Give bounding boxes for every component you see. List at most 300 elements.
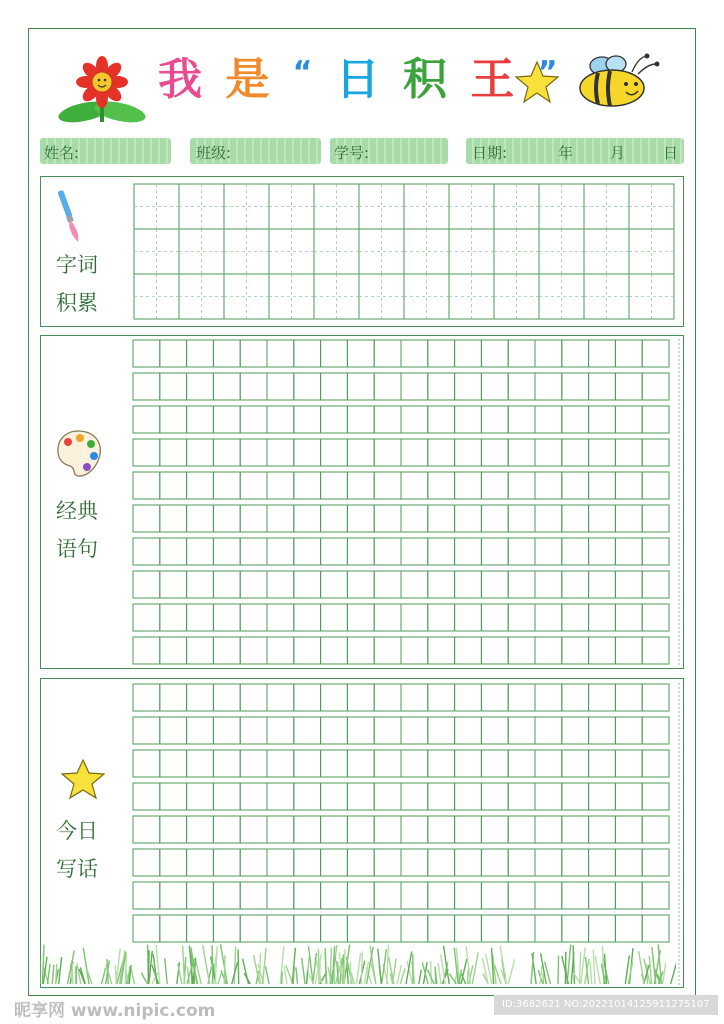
tianzige-cell[interactable] [404,274,449,319]
writing-cell[interactable] [160,505,187,532]
writing-cell[interactable] [428,717,455,744]
writing-cell[interactable] [321,604,348,631]
writing-cell[interactable] [562,472,589,499]
writing-cell[interactable] [213,373,240,400]
writing-cell[interactable] [294,472,321,499]
writing-cell[interactable] [347,472,374,499]
writing-cell[interactable] [213,915,240,942]
writing-cell[interactable] [160,538,187,565]
writing-cell[interactable] [401,750,428,777]
writing-cell[interactable] [321,816,348,843]
writing-cell[interactable] [133,340,160,367]
writing-cell[interactable] [535,538,562,565]
writing-cell[interactable] [508,406,535,433]
writing-cell[interactable] [294,439,321,466]
tianzige-cell[interactable] [224,274,269,319]
writing-cell[interactable] [455,505,482,532]
writing-cell[interactable] [642,439,669,466]
writing-cell[interactable] [428,637,455,664]
writing-cell[interactable] [187,637,214,664]
writing-cell[interactable] [240,816,267,843]
writing-cell[interactable] [615,783,642,810]
writing-row[interactable] [133,571,669,598]
writing-row[interactable] [133,373,669,400]
writing-cell[interactable] [428,505,455,532]
writing-cell[interactable] [294,373,321,400]
writing-cell[interactable] [508,505,535,532]
writing-cell[interactable] [294,571,321,598]
writing-cell[interactable] [642,571,669,598]
writing-cell[interactable] [508,849,535,876]
writing-cell[interactable] [347,684,374,711]
writing-cell[interactable] [294,849,321,876]
writing-cell[interactable] [401,816,428,843]
writing-cell[interactable] [535,604,562,631]
writing-cell[interactable] [401,684,428,711]
writing-row[interactable] [133,637,669,664]
writing-cell[interactable] [589,684,616,711]
writing-cell[interactable] [535,505,562,532]
tianzige-cell[interactable] [449,229,494,274]
writing-cell[interactable] [642,915,669,942]
writing-cell[interactable] [455,849,482,876]
writing-cell[interactable] [240,472,267,499]
writing-cell[interactable] [187,538,214,565]
writing-cell[interactable] [133,684,160,711]
tianzige-cell[interactable] [494,229,539,274]
writing-cell[interactable] [481,538,508,565]
tianzige-cell[interactable] [539,229,584,274]
tianzige-cell[interactable] [134,184,179,229]
tianzige-cell[interactable] [134,274,179,319]
writing-cell[interactable] [321,717,348,744]
writing-cell[interactable] [240,373,267,400]
writing-cell[interactable] [267,505,294,532]
writing-cell[interactable] [535,882,562,909]
writing-cell[interactable] [374,340,401,367]
writing-cell[interactable] [615,915,642,942]
writing-cell[interactable] [589,505,616,532]
writing-cell[interactable] [481,783,508,810]
writing-cell[interactable] [428,340,455,367]
writing-cell[interactable] [133,505,160,532]
writing-cell[interactable] [615,604,642,631]
writing-cell[interactable] [160,604,187,631]
writing-cell[interactable] [187,604,214,631]
writing-cell[interactable] [347,604,374,631]
writing-cell[interactable] [240,849,267,876]
writing-cell[interactable] [562,816,589,843]
writing-cell[interactable] [401,915,428,942]
writing-cell[interactable] [589,750,616,777]
writing-cell[interactable] [374,915,401,942]
writing-cell[interactable] [213,684,240,711]
writing-cell[interactable] [401,538,428,565]
tianzige-grid[interactable] [132,182,676,320]
writing-cell[interactable] [160,637,187,664]
writing-cell[interactable] [240,783,267,810]
writing-cell[interactable] [642,637,669,664]
tianzige-cell[interactable] [449,184,494,229]
writing-cell[interactable] [508,637,535,664]
tianzige-cell[interactable] [629,229,674,274]
writing-cell[interactable] [508,340,535,367]
writing-cell[interactable] [508,439,535,466]
writing-cell[interactable] [481,505,508,532]
writing-cell[interactable] [267,439,294,466]
writing-cell[interactable] [294,505,321,532]
writing-cell[interactable] [562,505,589,532]
tianzige-cell[interactable] [359,229,404,274]
tianzige-cell[interactable] [134,229,179,274]
writing-cell[interactable] [615,750,642,777]
writing-cell[interactable] [133,538,160,565]
writing-cell[interactable] [615,571,642,598]
writing-cell[interactable] [160,783,187,810]
writing-cell[interactable] [374,505,401,532]
writing-cell[interactable] [187,571,214,598]
writing-cell[interactable] [535,849,562,876]
tianzige-cell[interactable] [629,184,674,229]
writing-cell[interactable] [347,750,374,777]
writing-cell[interactable] [347,340,374,367]
writing-cell[interactable] [642,849,669,876]
writing-cell[interactable] [267,816,294,843]
writing-cell[interactable] [642,604,669,631]
writing-cell[interactable] [347,915,374,942]
writing-cell[interactable] [455,439,482,466]
writing-cell[interactable] [428,373,455,400]
writing-cell[interactable] [321,637,348,664]
writing-cell[interactable] [160,684,187,711]
writing-cell[interactable] [401,373,428,400]
writing-cell[interactable] [401,783,428,810]
writing-cell[interactable] [160,915,187,942]
writing-cell[interactable] [160,340,187,367]
writing-cell[interactable] [589,340,616,367]
writing-grid[interactable] [132,683,672,945]
writing-cell[interactable] [294,340,321,367]
writing-cell[interactable] [321,571,348,598]
writing-cell[interactable] [481,816,508,843]
writing-cell[interactable] [535,684,562,711]
writing-cell[interactable] [347,373,374,400]
writing-cell[interactable] [347,882,374,909]
writing-cell[interactable] [213,604,240,631]
writing-cell[interactable] [133,717,160,744]
writing-cell[interactable] [347,439,374,466]
writing-cell[interactable] [589,816,616,843]
writing-cell[interactable] [321,505,348,532]
writing-cell[interactable] [428,571,455,598]
writing-cell[interactable] [642,340,669,367]
writing-cell[interactable] [455,783,482,810]
writing-cell[interactable] [455,915,482,942]
writing-cell[interactable] [187,882,214,909]
writing-row[interactable] [133,406,669,433]
writing-cell[interactable] [187,915,214,942]
writing-cell[interactable] [374,816,401,843]
writing-cell[interactable] [133,915,160,942]
writing-cell[interactable] [508,604,535,631]
tianzige-cell[interactable] [359,274,404,319]
tianzige-cell[interactable] [314,274,359,319]
writing-cell[interactable] [508,915,535,942]
writing-row[interactable] [133,538,669,565]
writing-cell[interactable] [589,472,616,499]
writing-cell[interactable] [374,604,401,631]
writing-cell[interactable] [294,783,321,810]
writing-cell[interactable] [160,882,187,909]
writing-cell[interactable] [240,538,267,565]
writing-cell[interactable] [428,684,455,711]
writing-cell[interactable] [321,373,348,400]
writing-cell[interactable] [428,783,455,810]
writing-cell[interactable] [213,472,240,499]
writing-row[interactable] [133,604,669,631]
writing-cell[interactable] [267,604,294,631]
writing-cell[interactable] [455,571,482,598]
tianzige-cell[interactable] [179,184,224,229]
writing-cell[interactable] [535,406,562,433]
writing-cell[interactable] [374,538,401,565]
writing-cell[interactable] [267,915,294,942]
writing-cell[interactable] [133,472,160,499]
writing-cell[interactable] [508,538,535,565]
writing-cell[interactable] [562,882,589,909]
writing-cell[interactable] [160,373,187,400]
writing-cell[interactable] [481,684,508,711]
writing-cell[interactable] [213,783,240,810]
writing-cell[interactable] [401,604,428,631]
writing-cell[interactable] [347,816,374,843]
writing-cell[interactable] [428,439,455,466]
writing-cell[interactable] [160,571,187,598]
writing-cell[interactable] [455,406,482,433]
tianzige-cell[interactable] [584,184,629,229]
writing-cell[interactable] [562,717,589,744]
writing-cell[interactable] [374,571,401,598]
writing-cell[interactable] [428,406,455,433]
writing-cell[interactable] [294,915,321,942]
writing-cell[interactable] [187,439,214,466]
writing-cell[interactable] [615,849,642,876]
writing-cell[interactable] [615,684,642,711]
writing-cell[interactable] [562,340,589,367]
writing-cell[interactable] [615,505,642,532]
writing-cell[interactable] [615,373,642,400]
writing-cell[interactable] [160,439,187,466]
writing-cell[interactable] [642,406,669,433]
writing-cell[interactable] [213,750,240,777]
writing-cell[interactable] [589,571,616,598]
writing-cell[interactable] [213,505,240,532]
tianzige-cell[interactable] [314,229,359,274]
writing-cell[interactable] [240,406,267,433]
writing-cell[interactable] [321,340,348,367]
writing-cell[interactable] [347,571,374,598]
writing-cell[interactable] [374,472,401,499]
writing-cell[interactable] [321,915,348,942]
writing-cell[interactable] [535,750,562,777]
writing-cell[interactable] [481,637,508,664]
writing-cell[interactable] [535,373,562,400]
writing-cell[interactable] [642,783,669,810]
writing-cell[interactable] [374,406,401,433]
writing-cell[interactable] [321,849,348,876]
writing-cell[interactable] [240,571,267,598]
writing-cell[interactable] [535,571,562,598]
writing-cell[interactable] [294,538,321,565]
writing-cell[interactable] [642,684,669,711]
writing-cell[interactable] [347,406,374,433]
writing-cell[interactable] [481,439,508,466]
writing-cell[interactable] [187,717,214,744]
writing-cell[interactable] [374,717,401,744]
writing-row[interactable] [133,750,669,777]
writing-cell[interactable] [267,637,294,664]
writing-cell[interactable] [562,637,589,664]
writing-cell[interactable] [240,637,267,664]
writing-cell[interactable] [321,406,348,433]
writing-cell[interactable] [267,684,294,711]
writing-cell[interactable] [428,750,455,777]
writing-cell[interactable] [615,538,642,565]
writing-cell[interactable] [615,406,642,433]
writing-cell[interactable] [240,915,267,942]
tianzige-cell[interactable] [539,184,584,229]
writing-cell[interactable] [213,571,240,598]
writing-cell[interactable] [240,505,267,532]
writing-cell[interactable] [508,472,535,499]
writing-cell[interactable] [321,783,348,810]
writing-cell[interactable] [187,684,214,711]
writing-cell[interactable] [481,373,508,400]
writing-cell[interactable] [508,816,535,843]
writing-cell[interactable] [294,882,321,909]
writing-cell[interactable] [455,717,482,744]
writing-cell[interactable] [535,783,562,810]
writing-cell[interactable] [160,816,187,843]
writing-cell[interactable] [615,816,642,843]
writing-cell[interactable] [374,783,401,810]
writing-cell[interactable] [401,717,428,744]
writing-cell[interactable] [589,717,616,744]
writing-cell[interactable] [508,571,535,598]
writing-cell[interactable] [589,783,616,810]
writing-row[interactable] [133,717,669,744]
writing-cell[interactable] [642,538,669,565]
writing-cell[interactable] [401,439,428,466]
writing-cell[interactable] [428,849,455,876]
writing-cell[interactable] [535,637,562,664]
writing-cell[interactable] [133,783,160,810]
writing-cell[interactable] [133,571,160,598]
writing-cell[interactable] [642,472,669,499]
writing-cell[interactable] [535,439,562,466]
writing-cell[interactable] [562,750,589,777]
writing-cell[interactable] [133,882,160,909]
writing-cell[interactable] [374,373,401,400]
writing-cell[interactable] [589,637,616,664]
writing-cell[interactable] [347,538,374,565]
writing-cell[interactable] [401,472,428,499]
writing-cell[interactable] [213,340,240,367]
writing-cell[interactable] [294,684,321,711]
writing-cell[interactable] [294,637,321,664]
writing-cell[interactable] [160,717,187,744]
writing-cell[interactable] [562,406,589,433]
writing-cell[interactable] [267,340,294,367]
writing-cell[interactable] [347,505,374,532]
writing-cell[interactable] [455,882,482,909]
writing-cell[interactable] [213,538,240,565]
writing-cell[interactable] [481,406,508,433]
writing-cell[interactable] [213,717,240,744]
writing-cell[interactable] [535,816,562,843]
writing-cell[interactable] [455,538,482,565]
writing-cell[interactable] [615,717,642,744]
writing-cell[interactable] [589,882,616,909]
writing-cell[interactable] [401,882,428,909]
writing-cell[interactable] [428,538,455,565]
writing-cell[interactable] [187,849,214,876]
writing-cell[interactable] [240,882,267,909]
writing-cell[interactable] [562,571,589,598]
writing-cell[interactable] [535,340,562,367]
writing-cell[interactable] [508,717,535,744]
writing-cell[interactable] [589,849,616,876]
writing-cell[interactable] [455,750,482,777]
writing-cell[interactable] [267,571,294,598]
writing-cell[interactable] [481,340,508,367]
writing-cell[interactable] [187,373,214,400]
writing-cell[interactable] [401,505,428,532]
tianzige-cell[interactable] [539,274,584,319]
writing-cell[interactable] [160,750,187,777]
writing-cell[interactable] [294,406,321,433]
writing-cell[interactable] [562,684,589,711]
writing-cell[interactable] [213,406,240,433]
writing-cell[interactable] [213,816,240,843]
writing-cell[interactable] [240,684,267,711]
writing-cell[interactable] [481,604,508,631]
writing-cell[interactable] [615,882,642,909]
writing-cell[interactable] [642,717,669,744]
writing-cell[interactable] [187,472,214,499]
tianzige-cell[interactable] [584,274,629,319]
writing-cell[interactable] [455,684,482,711]
writing-cell[interactable] [508,750,535,777]
tianzige-cell[interactable] [224,229,269,274]
writing-cell[interactable] [562,783,589,810]
writing-cell[interactable] [267,882,294,909]
writing-cell[interactable] [133,849,160,876]
tianzige-cell[interactable] [584,229,629,274]
writing-cell[interactable] [589,439,616,466]
writing-cell[interactable] [374,849,401,876]
writing-cell[interactable] [133,604,160,631]
writing-cell[interactable] [481,915,508,942]
writing-cell[interactable] [615,472,642,499]
writing-cell[interactable] [455,340,482,367]
writing-cell[interactable] [187,505,214,532]
tianzige-cell[interactable] [269,229,314,274]
writing-cell[interactable] [347,783,374,810]
writing-cell[interactable] [401,637,428,664]
writing-cell[interactable] [481,571,508,598]
writing-row[interactable] [133,849,669,876]
